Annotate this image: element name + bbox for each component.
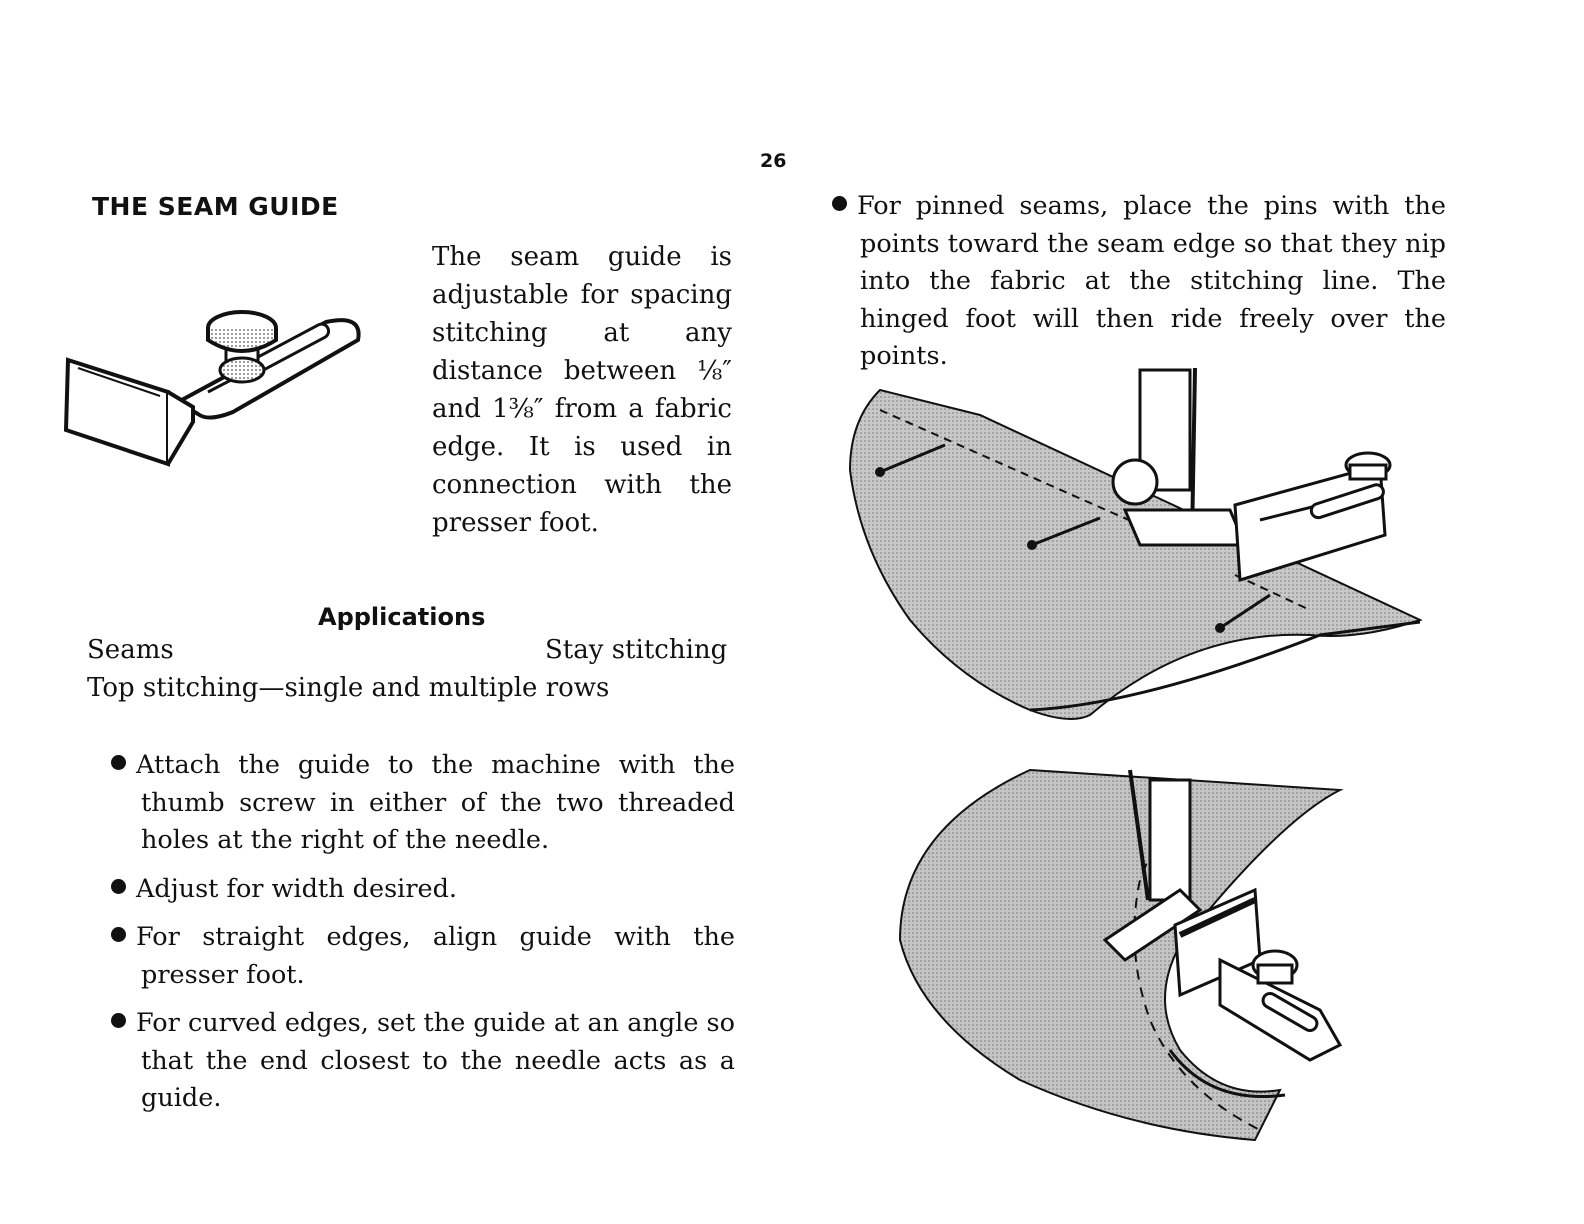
list-item: For straight edges, align guide with the presser foot. (85, 919, 735, 994)
list-item: Attach the guide to the machine with the thumb screw in either of the two threaded holes at the right of the needle. (85, 747, 735, 860)
bullet-icon (111, 879, 126, 894)
section-title: THE SEAM GUIDE (92, 192, 339, 221)
page-number: 26 (760, 150, 787, 172)
seam-guide-icon (58, 292, 370, 472)
list-item: For pinned seams, place the pins with the points toward the seam edge so that they nip into the fabric at the stitching line. The hinged foot will then ride freely over the points. (806, 188, 1446, 376)
bullet-icon (111, 927, 126, 942)
pinned-seam-icon (840, 360, 1440, 730)
list-item: Adjust for width desired. (85, 871, 735, 909)
bullet-icon (111, 1013, 126, 1028)
curved-seam-icon (880, 760, 1360, 1150)
application-seams: Seams (87, 635, 174, 665)
bullet-icon (111, 755, 126, 770)
application-stay-stitching: Stay stitching (545, 635, 728, 665)
left-instructions (85, 747, 735, 1129)
intro-paragraph: The seam guide is adjustable for spacing stitching at any distance between ⅛″ and 1⅜″ from a fabric edge. It is used in connection with the presser foot. (432, 242, 732, 538)
right-instructions (806, 188, 1446, 376)
applications-heading: Applications (318, 603, 486, 631)
application-top-stitching: Top stitching—single and multiple rows (87, 673, 610, 703)
bullet-icon (832, 196, 847, 211)
list-item: For curved edges, set the guide at an angle so that the end closest to the needle acts as a guide. (85, 1005, 735, 1118)
